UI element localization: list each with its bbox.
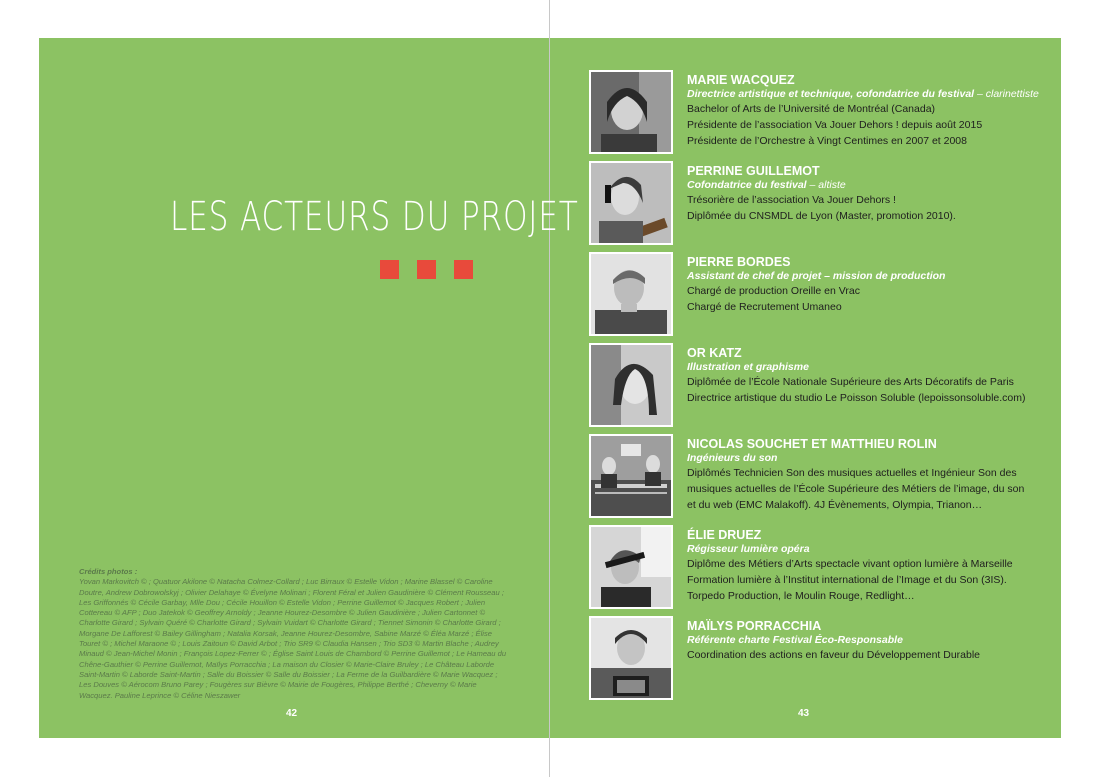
portrait-photo bbox=[589, 161, 673, 245]
person-detail: Diplôme des Métiers d’Arts spectacle vivant option lumière à Marseille bbox=[687, 558, 1013, 570]
person-name: MAÏLYS PORRACCHIA bbox=[687, 619, 822, 633]
red-square-icon bbox=[454, 260, 473, 279]
role-title: Assistant de chef de projet – mission de production bbox=[687, 270, 946, 282]
person-role bbox=[687, 270, 1032, 283]
page-number-left: 42 bbox=[286, 708, 298, 719]
portrait-photo bbox=[589, 434, 673, 518]
person-detail: Chargé de production Oreille en Vrac bbox=[687, 285, 860, 297]
red-square-icon bbox=[417, 260, 436, 279]
person-detail: Trésorière de l’association Va Jouer Dehors ! bbox=[687, 194, 896, 206]
portrait-photo bbox=[589, 252, 673, 336]
person-detail: Formation lumière à l’Institut international de l’Image et du Son (3IS). bbox=[687, 574, 1007, 586]
credits-text: Yovan Markovitch © ; Quatuor Akilone © Natacha Colmez-Collard ; Luc Birraux © Estelle Vidon ; Marine Blassel © Caroline Doutre, Andrew Dobrowolskyj ; Olivier Delahaye © Évelyne Molinari ; Florent Féral et Julien Gaudinière © Clément Rousseau ; Les Griffonnés © Cécile Garbay, Mlle Dou ; Cécile Houillon © Estelle Vidon ; Perrine Guillemot © Jacques Robert ; Julien Cottereau © AFP ; Duo Jatekok © Geoffrey Arnoldy ; Jeanne Hourez-Desombre © Julien Gaudinière ; Julien Cartonnet © Charlotte Girard ; Sylvain Quéré © Charlotte Girard ; Sylvain Vuidart © Charlotte Girard ; Tiennet Simonin © Charlotte Girard ; Morgane De Lafforest © Bailey Gillingham ; Natalia Korsak, Jeanne Hourez-Desombre, Sabine Marzé © Éléa Marzé ; Élise Touret © ; Michel Maraone © ; Louis Zaitoun © David Arbot ; Trio SR9 © Claudia Hansen ; Trio SD3 © Martin Blache ; Audrey Minaud © Jean-Michel Monin ; François Lopez-Ferrer © ; Église Saint Louis de Chambord © Perrine Guillemot ; Le Hameau du Chêne-Gauthier © Perrine Guillemot, Maïlys Porracchia ; La maison du Closier © Marie-Claire Bruley ; Le Château Laborde Saint-Martin © Laborde Saint-Martin ; Salle du Boissier © Salle du Boissier ; La Ferme de la Guilbardière © Marie Wacquez ; Les Douves © Aérocom Bruno Parey ; Fougères sur Bièvre © Mairie de Fougères, Philippe Berthé ; Cheverny © Marie Wacquez. Pauline Leprince © Céline Nieszawer bbox=[79, 577, 507, 700]
person-detail: Diplômée du CNSMDL de Lyon (Master, promotion 2010). bbox=[687, 210, 956, 222]
person-role bbox=[687, 361, 1032, 374]
page-number-right: 43 bbox=[798, 708, 810, 719]
credits-heading: Crédits photos : bbox=[79, 567, 138, 576]
photo-credits bbox=[79, 567, 511, 701]
person-role bbox=[687, 88, 1039, 101]
portrait-photo bbox=[589, 343, 673, 427]
person-role bbox=[687, 634, 1032, 647]
person-name: OR KATZ bbox=[687, 346, 742, 360]
person-detail: Bachelor of Arts de l’Université de Montréal (Canada) bbox=[687, 103, 936, 115]
role-title: Cofondatrice du festival bbox=[687, 179, 807, 191]
person-role bbox=[687, 179, 1032, 192]
person-detail: Directrice artistique du studio Le Poisson Soluble (lepoissonsoluble.com) bbox=[687, 392, 1026, 404]
role-instrument: – altiste bbox=[806, 179, 846, 191]
person-detail: Diplômés Technicien Son des musiques actuelles et Ingénieur Son des musiques actuelles de l’École Supérieure des Métiers de l’image, du son et du web (EMC Malakoff). 4J Évènements, Olympia, Trianon… bbox=[687, 467, 1025, 511]
person-detail: Présidente de l’Orchestre à Vingt Centimes en 2007 et 2008 bbox=[687, 135, 967, 147]
person-role bbox=[687, 452, 1032, 465]
person-name: PIERRE BORDES bbox=[687, 255, 791, 269]
person-name: MARIE WACQUEZ bbox=[687, 73, 795, 87]
role-instrument: – clarinettiste bbox=[974, 88, 1039, 100]
role-title: Référente charte Festival Éco-Responsable bbox=[687, 634, 903, 646]
person-detail: Coordination des actions en faveur du Développement Durable bbox=[687, 649, 981, 661]
red-square-icon bbox=[380, 260, 399, 279]
person-detail: Chargé de Recrutement Umaneo bbox=[687, 301, 842, 313]
person-name: ÉLIE DRUEZ bbox=[687, 528, 762, 542]
portrait-photo bbox=[589, 616, 673, 700]
person-detail: Diplômée de l’École Nationale Supérieure des Arts Décoratifs de Paris bbox=[687, 376, 1014, 388]
portrait-photo bbox=[589, 525, 673, 609]
role-title: Régisseur lumière opéra bbox=[687, 543, 810, 555]
person-role bbox=[687, 543, 1032, 556]
portrait-photo bbox=[589, 70, 673, 154]
page-gutter bbox=[549, 0, 550, 777]
person-detail: Présidente de l’association Va Jouer Dehors ! depuis août 2015 bbox=[687, 119, 983, 131]
role-title: Illustration et graphisme bbox=[687, 361, 809, 373]
person-detail: Torpedo Production, le Moulin Rouge, Redlight… bbox=[687, 590, 915, 602]
page-title: LES ACTEURS DU PROJET bbox=[170, 194, 579, 240]
role-title: Directrice artistique et technique, cofondatrice du festival bbox=[687, 88, 975, 100]
person-name: PERRINE GUILLEMOT bbox=[687, 164, 820, 178]
role-title: Ingénieurs du son bbox=[687, 452, 778, 464]
person-name: NICOLAS SOUCHET ET MATTHIEU ROLIN bbox=[687, 437, 937, 451]
